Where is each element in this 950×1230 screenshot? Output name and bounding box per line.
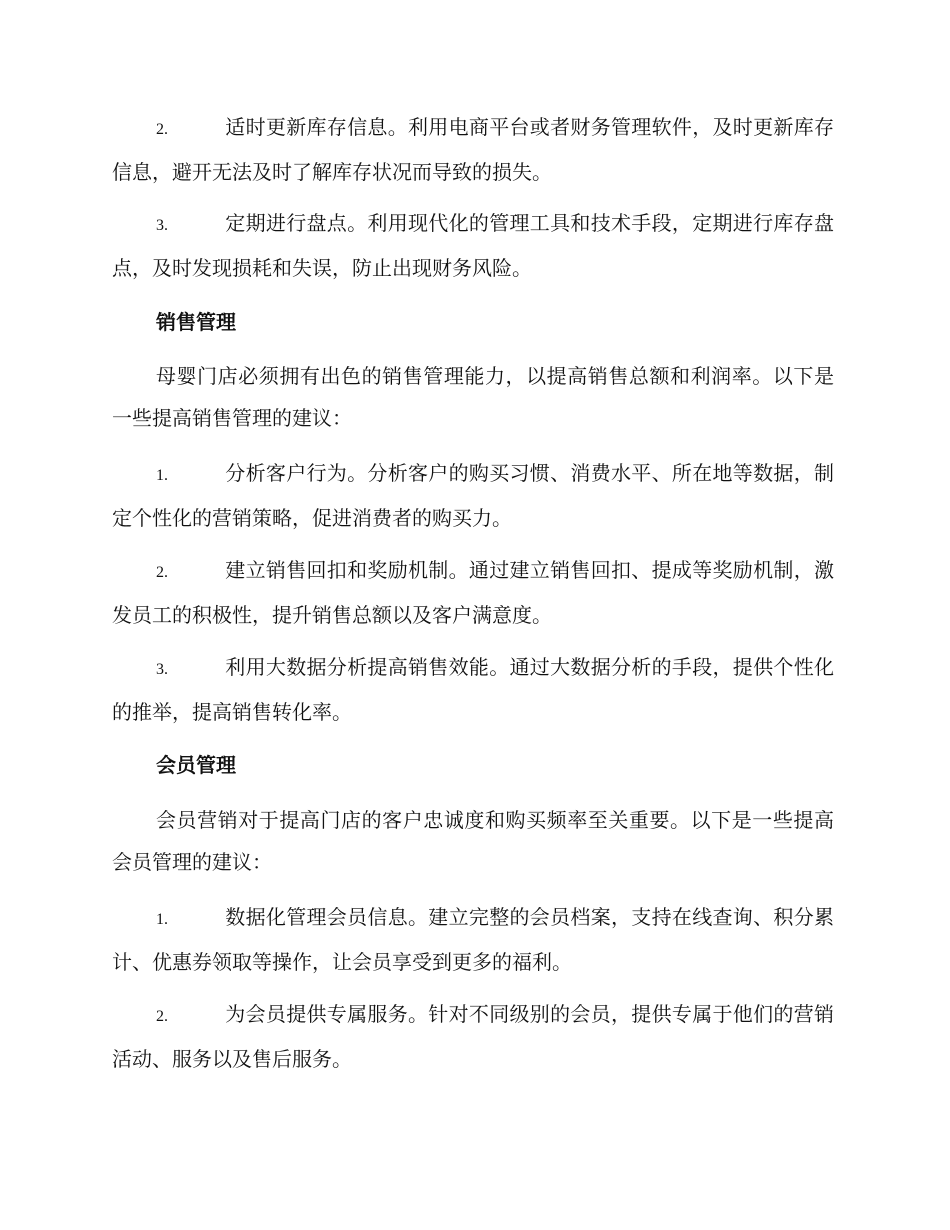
sales-intro-paragraph: 母婴门店必须拥有出色的销售管理能力，以提高销售总额和利润率。以下是一些提高销售管理的建议：: [112, 364, 834, 430]
list-number: 3.: [156, 661, 168, 678]
list-number: 1.: [156, 911, 168, 928]
list-item: [112, 993, 834, 1080]
list-number: 2.: [156, 564, 168, 581]
list-item-text: 定期进行盘点。利用现代化的管理工具和技术手段，定期进行库存盘点，及时发现损耗和失误，防止出现财务风险。: [112, 211, 834, 280]
list-item: [112, 896, 834, 983]
list-item: [112, 549, 834, 636]
list-item-text: 分析客户行为。分析客户的购买习惯、消费水平、所在地等数据，制定个性化的营销策略，促进消费者的购买力。: [112, 461, 834, 530]
list-number: 2.: [156, 1008, 168, 1025]
list-item-text: 适时更新库存信息。利用电商平台或者财务管理软件，及时更新库存信息，避开无法及时了解库存状况而导致的损失。: [112, 115, 834, 184]
list-number: 2.: [156, 121, 168, 138]
section-heading-sales: 销售管理: [156, 310, 236, 334]
list-item: [112, 202, 834, 289]
list-item-text: 利用大数据分析提高销售效能。通过大数据分析的手段，提供个性化的推举，提高销售转化率。: [112, 655, 834, 724]
list-number: 3.: [156, 217, 168, 234]
list-item-text: 建立销售回扣和奖励机制。通过建立销售回扣、提成等奖励机制，激发员工的积极性，提升销售总额以及客户满意度。: [112, 558, 834, 627]
list-item: [112, 452, 834, 539]
membership-intro-paragraph: 会员营销对于提高门店的客户忠诚度和购买频率至关重要。以下是一些提高会员管理的建议：: [112, 808, 834, 874]
section-heading-membership: 会员管理: [156, 753, 236, 777]
list-item-text: 为会员提供专属服务。针对不同级别的会员，提供专属于他们的营销活动、服务以及售后服务。: [112, 1002, 834, 1071]
list-item-text: 数据化管理会员信息。建立完整的会员档案，支持在线查询、积分累计、优惠券领取等操作，让会员享受到更多的福利。: [112, 905, 834, 974]
list-number: 1.: [156, 467, 168, 484]
list-item: [112, 646, 834, 733]
list-item: [112, 106, 834, 193]
